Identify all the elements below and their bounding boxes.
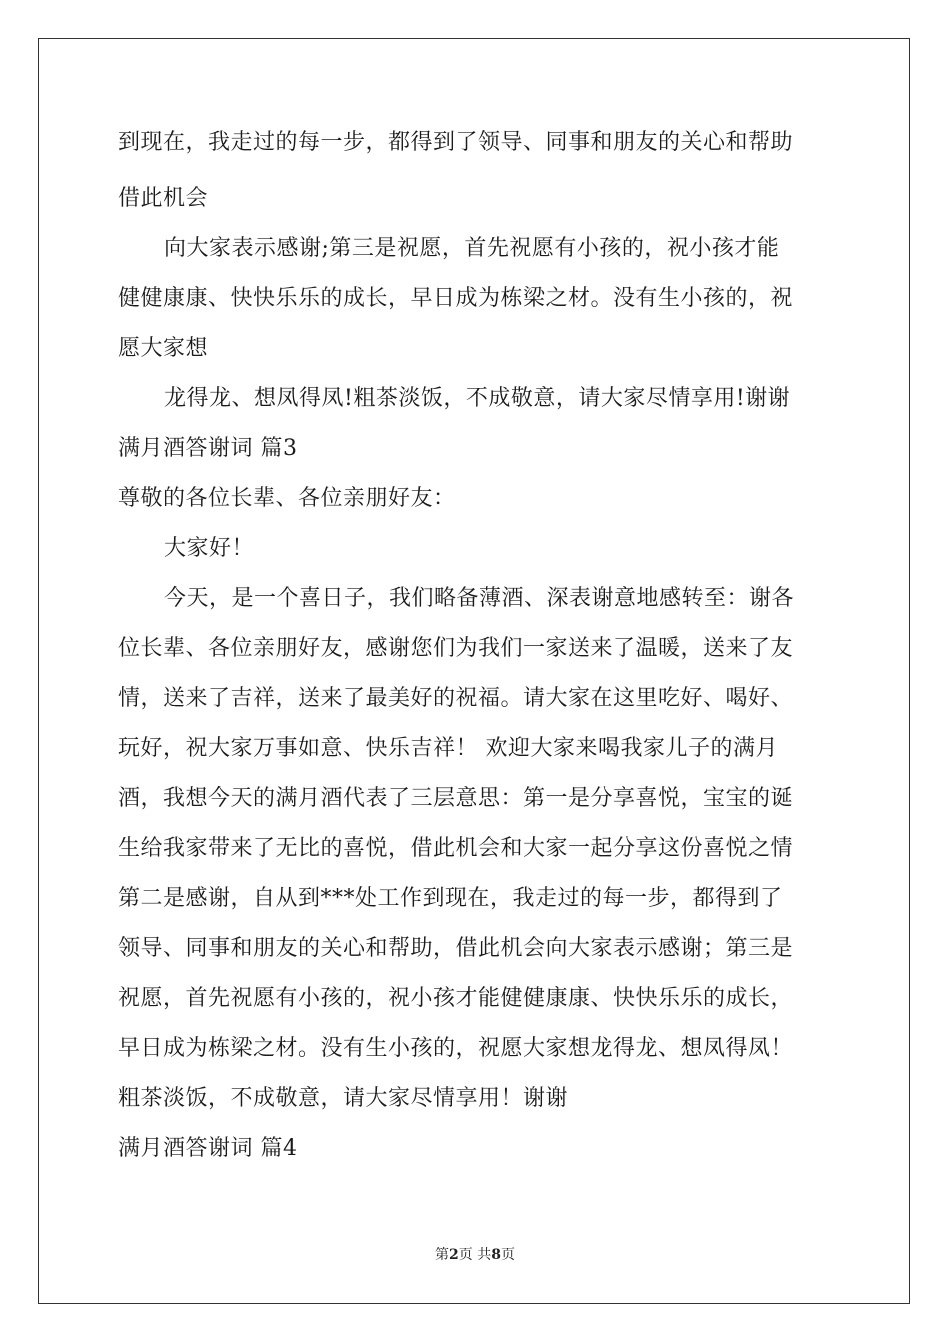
text-line: 领导、同事和朋友的关心和帮助，借此机会向大家表示感谢；第三是 bbox=[118, 936, 794, 961]
text-line: 位长辈、各位亲朋好友，感谢您们为我们一家送来了温暖，送来了友 bbox=[118, 636, 794, 661]
page-number bbox=[0, 1246, 950, 1264]
text-line: 今天，是一个喜日子，我们略备薄酒、深表谢意地感转至：谢各 bbox=[164, 586, 795, 611]
total-pages: 8 bbox=[491, 1247, 501, 1263]
greeting: 大家好！ bbox=[164, 536, 255, 561]
text-line: 到现在，我走过的每一步，都得到了领导、同事和朋友的关心和帮助 bbox=[118, 130, 794, 155]
page-prefix: 第 bbox=[435, 1247, 450, 1263]
current-page: 2 bbox=[449, 1247, 459, 1263]
text-line: 愿大家想 bbox=[118, 336, 209, 361]
text-line: 玩好，祝大家万事如意、快乐吉祥！ 欢迎大家来喝我家儿子的满月 bbox=[118, 736, 778, 761]
text-line: 第二是感谢，自从到***处工作到现在，我走过的每一步，都得到了 bbox=[118, 886, 783, 911]
page-suffix: 页 bbox=[500, 1247, 515, 1263]
text-line: 情，送来了吉祥，送来了最美好的祝福。请大家在这里吃好、喝好、 bbox=[118, 686, 794, 711]
text-line: 生给我家带来了无比的喜悦，借此机会和大家一起分享这份喜悦之情 bbox=[118, 836, 794, 861]
text-line: 酒，我想今天的满月酒代表了三层意思：第一是分享喜悦，宝宝的诞 bbox=[118, 786, 794, 811]
text-line: 龙得龙、想凤得凤!粗茶淡饭，不成敬意，请大家尽情享用!谢谢 bbox=[164, 386, 791, 411]
salutation: 尊敬的各位长辈、各位亲朋好友： bbox=[118, 486, 456, 511]
page-border bbox=[38, 38, 910, 1304]
text-line: 借此机会 bbox=[118, 186, 209, 211]
section-heading: 满月酒答谢词 篇4 bbox=[118, 1136, 298, 1161]
page-mid: 页 共 bbox=[458, 1247, 492, 1263]
text-line: 向大家表示感谢;第三是祝愿，首先祝愿有小孩的，祝小孩才能 bbox=[164, 236, 780, 261]
text-line: 粗茶淡饭，不成敬意，请大家尽情享用！谢谢 bbox=[118, 1086, 569, 1111]
text-line: 祝愿，首先祝愿有小孩的，祝小孩才能健健康康、快快乐乐的成长， bbox=[118, 986, 794, 1011]
section-heading: 满月酒答谢词 篇3 bbox=[118, 436, 298, 461]
text-line: 早日成为栋梁之材。没有生小孩的，祝愿大家想龙得龙、想凤得凤！ bbox=[118, 1036, 794, 1061]
text-line: 健健康康、快快乐乐的成长，早日成为栋梁之材。没有生小孩的，祝 bbox=[118, 286, 794, 311]
